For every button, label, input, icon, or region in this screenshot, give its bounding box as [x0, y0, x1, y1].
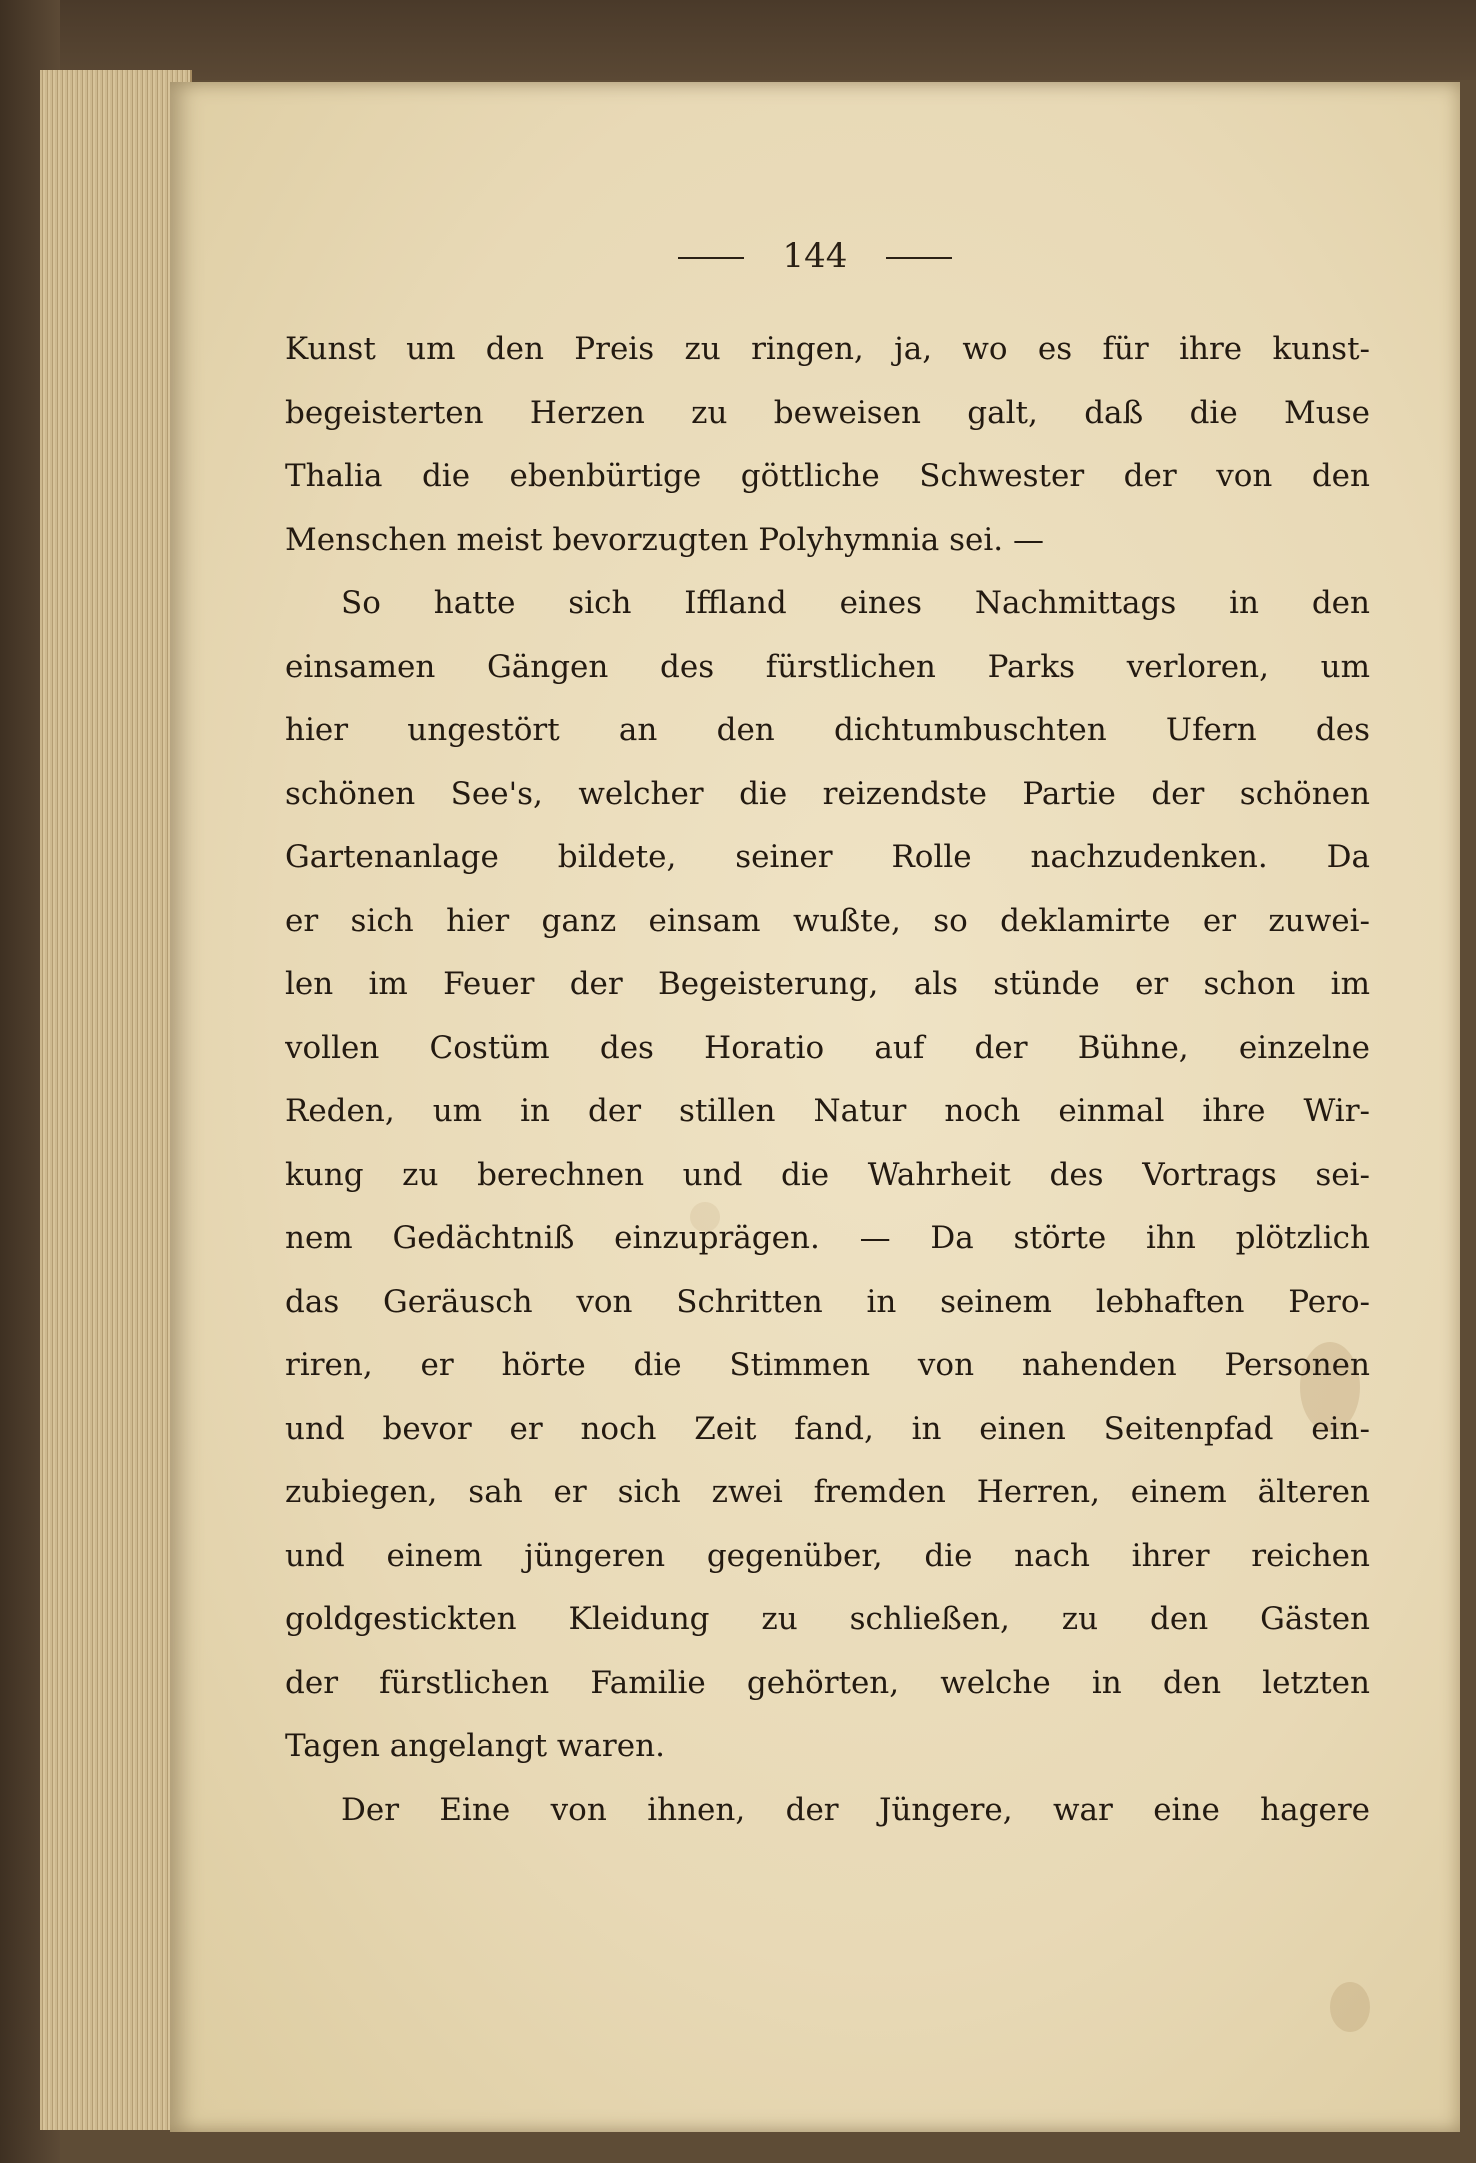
text-line: len im Feuer der Begeisterung, als stünde er schon im: [285, 966, 1370, 1002]
text-line: goldgestickten Kleidung zu schließen, zu den Gästen: [285, 1601, 1370, 1637]
text-line: riren, er hörte die Stimmen von nahenden Personen: [285, 1347, 1370, 1383]
text-line: So hatte sich Iffland eines Nachmittags in den: [341, 585, 1370, 621]
page-number: 144: [782, 236, 848, 276]
text-line: Menschen meist bevorzugten Polyhymnia sei. —: [285, 521, 1044, 558]
text-line: schönen See's, welcher die reizendste Partie der schönen: [285, 775, 1370, 812]
text-line: und bevor er noch Zeit fand, in einen Seitenpfad ein-: [285, 1410, 1370, 1447]
text-line: hier ungestört an den dichtumbuschten Ufern des: [285, 712, 1370, 748]
text-line: begeisterten Herzen zu beweisen galt, daß die Muse: [285, 394, 1370, 431]
text-line: Gartenanlage bildete, seiner Rolle nachzudenken. Da: [285, 839, 1370, 875]
body-text: [285, 318, 1370, 1842]
header-rule-left: [678, 257, 744, 259]
text-line: Tagen angelangt waren.: [285, 1728, 665, 1764]
text-line: Kunst um den Preis zu ringen, ja, wo es für ihre kunst-: [285, 331, 1370, 367]
text-line: er sich hier ganz einsam wußte, so deklamirte er zuwei-: [285, 902, 1370, 939]
text-line: kung zu berechnen und die Wahrheit des Vortrags sei-: [285, 1156, 1370, 1193]
text-line: Thalia die ebenbürtige göttliche Schwester der von den: [285, 458, 1370, 494]
header-rule-right: [886, 257, 952, 259]
text-line: das Geräusch von Schritten in seinem lebhaften Pero-: [285, 1283, 1370, 1320]
page-header: [170, 236, 1460, 276]
text-line: einsamen Gängen des fürstlichen Parks verloren, um: [285, 648, 1370, 685]
text-line: vollen Costüm des Horatio auf der Bühne, einzelne: [285, 1029, 1370, 1066]
text-line: und einem jüngeren gegenüber, die nach ihrer reichen: [285, 1537, 1370, 1574]
text-line: Reden, um in der stillen Natur noch einmal ihre Wir-: [285, 1093, 1370, 1129]
text-line: zubiegen, sah er sich zwei fremden Herren, einem älteren: [285, 1474, 1370, 1510]
text-line: nem Gedächtniß einzuprägen. — Da störte ihn plötzlich: [285, 1220, 1370, 1256]
text-line: der fürstlichen Familie gehörten, welche in den letzten: [285, 1664, 1370, 1701]
text-line: Der Eine von ihnen, der Jüngere, war eine hagere: [341, 1791, 1370, 1828]
